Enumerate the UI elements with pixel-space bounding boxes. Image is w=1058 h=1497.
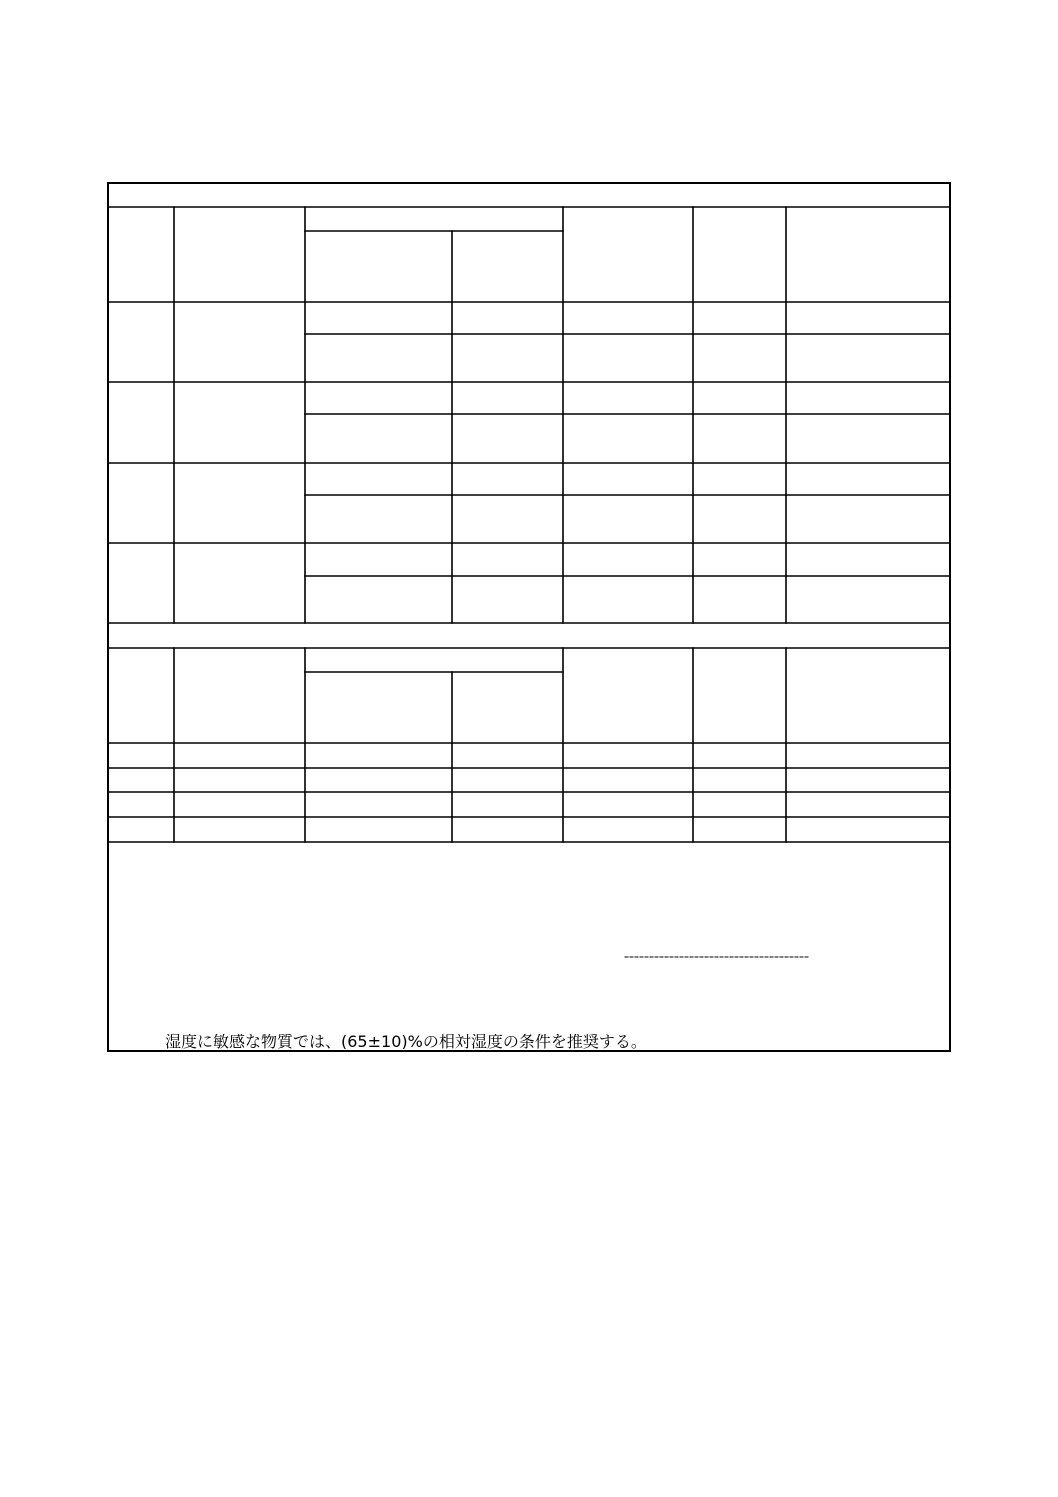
- table-outer-frame: [108, 183, 950, 1051]
- footnote-partial-text: 湿度に敏感な物質では、(65±10)%の相対湿度の条件を推奨する。: [165, 1034, 647, 1049]
- footnote-clip: [110, 1034, 948, 1049]
